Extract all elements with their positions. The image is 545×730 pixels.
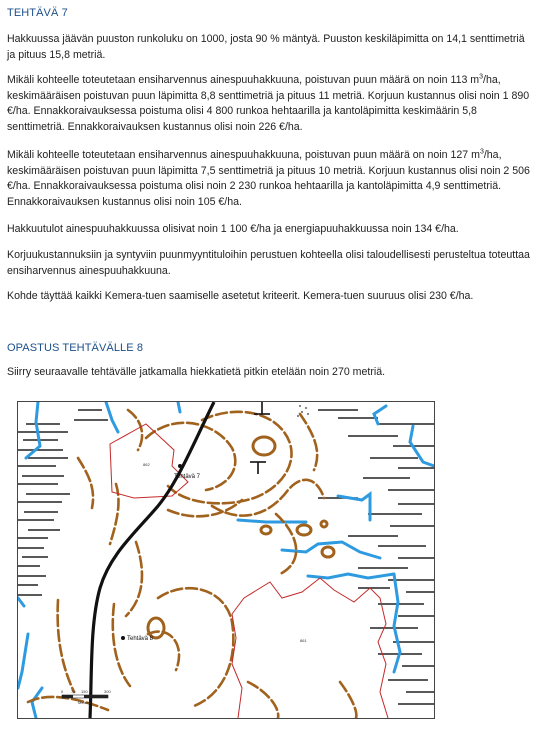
guide8-paragraph: Siirry seuraavalle tehtävälle jatkamalla hiekkatietä pitkin etelään noin 270 metriä. <box>7 366 386 378</box>
task7-paragraph-2-part-a: Mikäli kohteelle toteutetaan ensiharvennus ainespuuhakkuuna, poistuvan puun määrä on noin 113 m <box>7 74 480 86</box>
task8-map-label: Tehtävä 8 <box>127 636 154 642</box>
scale-tick-label: 0 <box>61 689 64 694</box>
scale-tick-label: 150 <box>81 689 88 694</box>
contour-lines <box>28 410 356 718</box>
task7-paragraph-2-part-b: /ha, keskimääräisen poistuvan puun läpimitta 8,8 senttimetriä ja pituus 11 metriä. Korjuun kustannus olisi noin 1 890 €/ha. Ennakkoraivauksessa poistuma olisi 4 800 runkoa hehtaarilla ja kantoläpimitta keskimäärin 5,8 senttimetriä. Ennakkoraivauksen kustannus olisi noin 226 €/ha. <box>7 74 530 134</box>
orienteering-map <box>17 401 435 719</box>
scale-unit-label: Meters <box>78 700 91 705</box>
scale-bar <box>61 689 111 705</box>
sand-road <box>90 402 214 718</box>
task7-paragraph-5: Korjuukustannuksiin ja syntyviin puunmyyntituloihin perustuen kohteella olisi taloudellisesti perusteltua toteuttaa ensiharvennus ainespuuhakkuuna. <box>7 249 530 277</box>
task7-paragraph-2 <box>7 73 532 136</box>
scale-bar-segment <box>84 695 108 698</box>
scale-tick-label: 300 <box>104 689 111 694</box>
task7-paragraph-1: Hakkuussa jäävän puuston runkoluku on 1000, josta 90 % mäntyä. Puuston keskiläpimitta on 14,1 senttimetriä ja pituus 15,8 metriä. <box>7 33 525 61</box>
task8-marker <box>121 636 125 640</box>
superscript-3: 3 <box>479 148 484 156</box>
knolls <box>148 437 334 638</box>
task7-paragraph-3-part-b: /ha, keskimääräisen poistuvan puun läpimitta 7,5 senttimetriä ja pituus 10 metriä. Korjuun kustannus olisi noin 2 506 €/ha. Ennakkoraivauksessa poistuma olisi noin 2 230 runkoa hehtaarilla ja kantoläpimitta 4,9 senttimetriä. Ennakkoraivauksen kustannus olisi noin 105 €/ha. <box>7 149 530 209</box>
scale-bar-segment <box>62 695 73 698</box>
task7-paragraph-4: Hakkuutulot ainespuuhakkuussa olisivat noin 1 100 €/ha ja energiapuuhakkuussa noin 134 €/ha. <box>7 223 459 235</box>
stand-boundaries <box>110 424 388 718</box>
scale-tick-label: 75 <box>71 689 76 694</box>
task7-map-label: Tehtävä 7 <box>174 474 201 480</box>
task7-paragraph-3 <box>7 148 532 211</box>
task7-paragraph-6: Kohde täyttää kaikki Kemera-tuen saamiselle asetetut kriteerit. Kemera-tuen suuruus olisi 230 €/ha. <box>7 290 474 302</box>
task7-marker <box>178 464 182 468</box>
stony-ground-dots <box>297 405 309 417</box>
task7-heading: TEHTÄVÄ 7 <box>7 7 68 19</box>
stand-id-label: 861 <box>300 638 307 643</box>
stand-id-label: 862 <box>143 462 150 467</box>
task7-paragraph-3-part-a: Mikäli kohteelle toteutetaan ensiharvennus ainespuuhakkuuna, poistuvan puun määrä on noin 127 m <box>7 149 480 161</box>
map-graphic <box>18 402 434 718</box>
water-ditches <box>18 402 434 718</box>
superscript-3: 3 <box>479 73 484 81</box>
guide8-heading: OPASTUS TEHTÄVÄLLE 8 <box>7 342 144 354</box>
